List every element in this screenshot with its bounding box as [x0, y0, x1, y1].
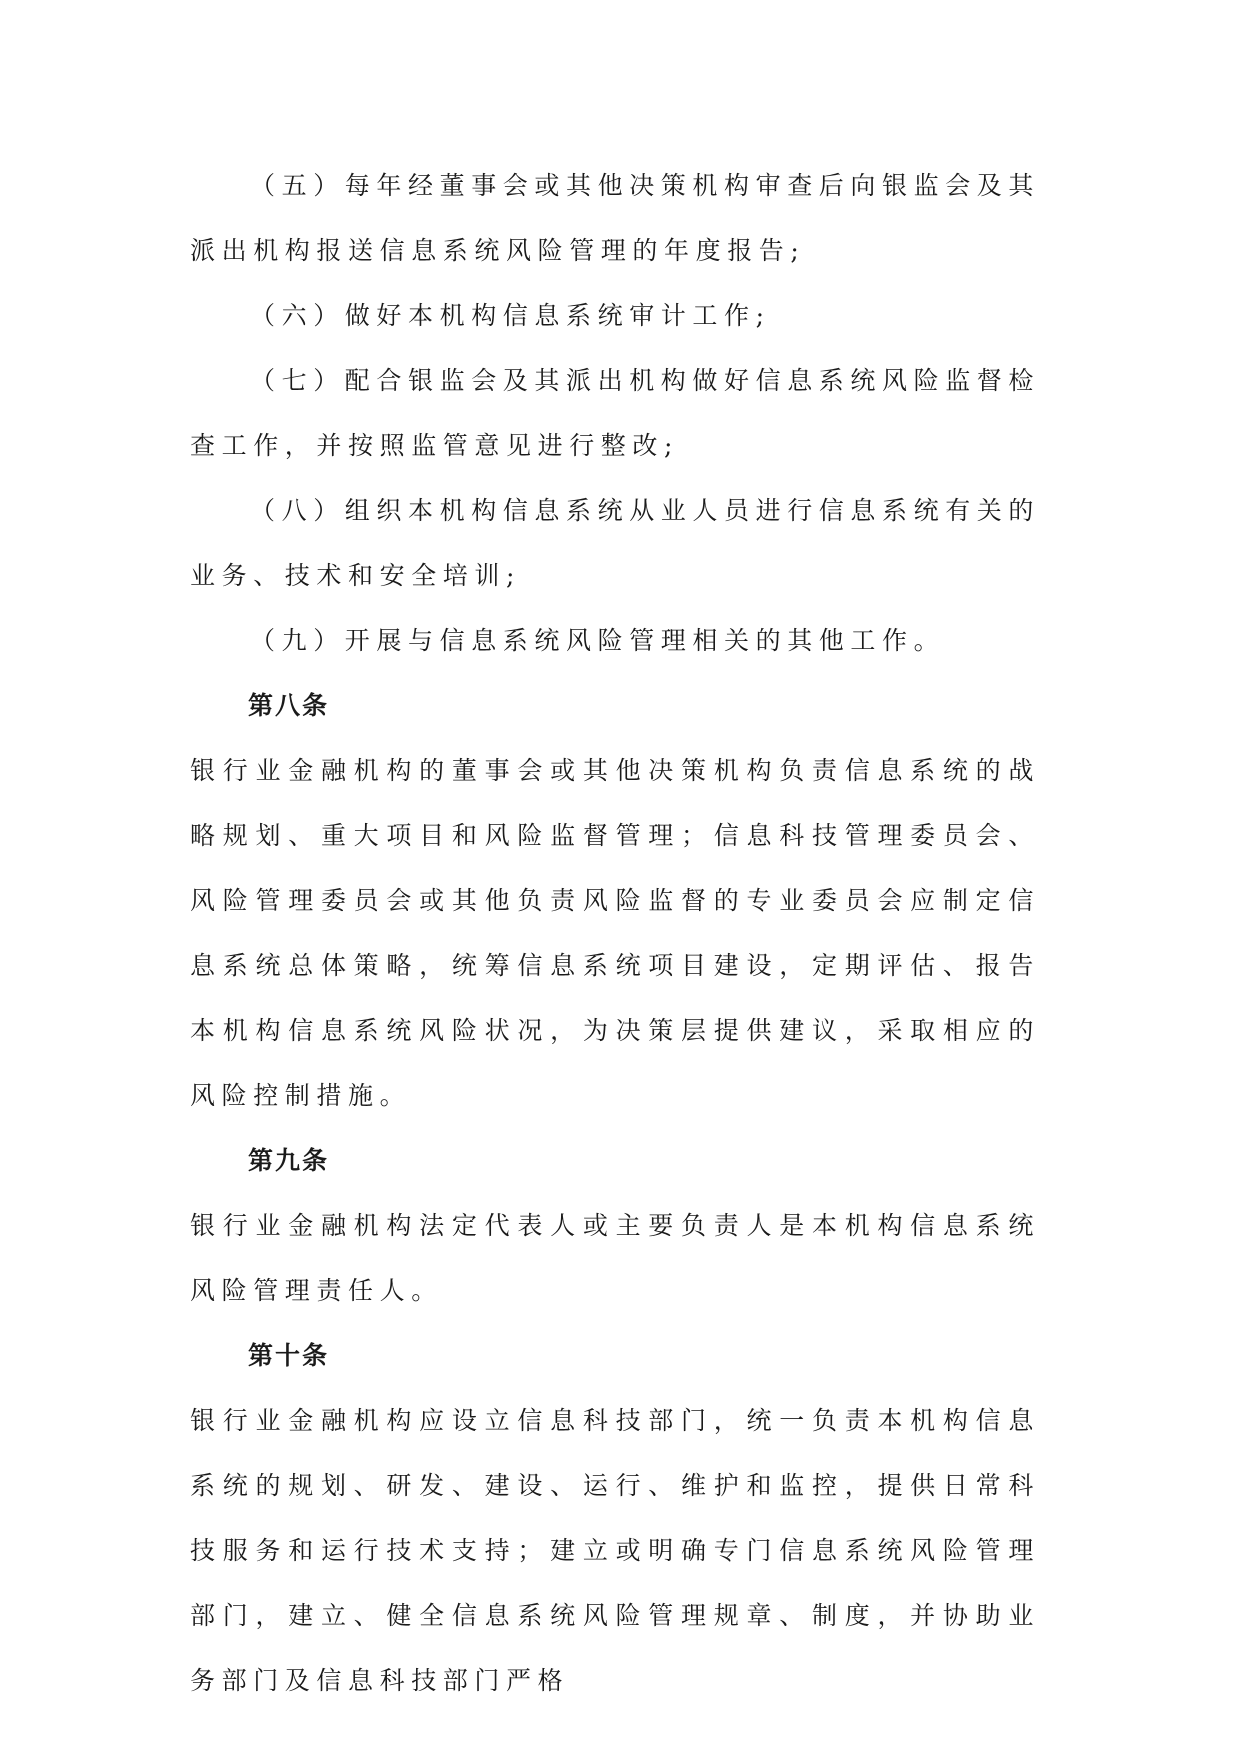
article-8-body: 银行业金融机构的董事会或其他决策机构负责信息系统的战略规划、重大项目和风险监督管理；信息科技管理委员会、风险管理委员会或其他负责风险监督的专业委员会应制定信息系统总体策略，统筹信息系统项目建设，定期评估、报告本机构信息系统风险状况，为决策层提供建议，采取相应的风险控制措施。: [190, 756, 1040, 1110]
list-item-8: （八）组织本机构信息系统从业人员进行信息系统有关的业务、技术和安全培训;: [190, 496, 1041, 590]
article-10-body: 银行业金融机构应设立信息科技部门，统一负责本机构信息系统的规划、研发、建设、运行、维护和监控，提供日常科技服务和运行技术支持；建立或明确专门信息系统风险管理部门，建立、健全信息系统风险管理规章、制度，并协助业务部门及信息科技部门严格: [190, 1406, 1040, 1695]
article-10-heading: 第十条: [248, 1341, 330, 1370]
list-item-6: （六）做好本机构信息系统审计工作;: [250, 301, 771, 330]
document-page: [190, 153, 1040, 1713]
list-item-7: （七）配合银监会及其派出机构做好信息系统风险监督检查工作，并按照监管意见进行整改;: [190, 366, 1041, 460]
article-9-body: 银行业金融机构法定代表人或主要负责人是本机构信息系统风险管理责任人。: [190, 1211, 1040, 1305]
article-9-heading: 第九条: [248, 1146, 330, 1175]
list-item-5: （五）每年经董事会或其他决策机构审查后向银监会及其派出机构报送信息系统风险管理的年度报告;: [190, 171, 1041, 265]
article-8-heading: 第八条: [248, 691, 330, 720]
list-item-9: （九）开展与信息系统风险管理相关的其他工作。: [250, 626, 946, 655]
